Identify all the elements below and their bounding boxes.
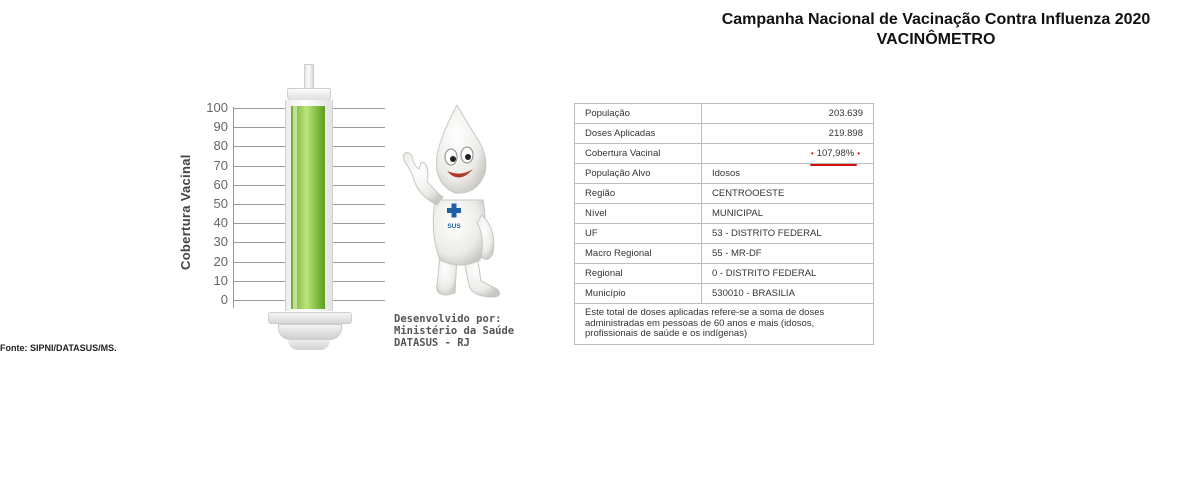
row-value: MUNICIPAL	[702, 204, 874, 224]
row-value: 55 - MR-DF	[702, 244, 874, 264]
table-row	[575, 124, 874, 144]
coverage-fill-shine	[293, 106, 297, 309]
gauge-axis-line	[233, 107, 234, 308]
coverage-value: 107,98%	[816, 148, 855, 159]
row-value: 53 - DISTRITO FEDERAL	[702, 224, 874, 244]
coverage-info-table	[574, 103, 874, 345]
row-value: Idosos	[702, 164, 874, 184]
row-value: 0 - DISTRITO FEDERAL	[702, 264, 874, 284]
row-label: Doses Aplicadas	[575, 124, 702, 144]
page-header	[676, 10, 1196, 50]
row-label: População Alvo	[575, 164, 702, 184]
coverage-underline	[810, 164, 857, 166]
syringe-hub	[278, 324, 342, 340]
table-row	[575, 244, 874, 264]
highlight-marker: •	[810, 149, 814, 158]
source-note: Fonte: SIPNI/DATASUS/MS.	[0, 343, 117, 353]
mascot-drop-illustration	[385, 105, 510, 300]
table-row	[575, 204, 874, 224]
gauge-tick-label: 20	[213, 253, 228, 269]
row-label: Cobertura Vacinal	[575, 144, 702, 164]
row-value: 203.639	[702, 104, 874, 124]
syringe-tip	[288, 340, 330, 350]
row-value: CENTROOESTE	[702, 184, 874, 204]
highlight-marker: •	[857, 149, 860, 158]
row-label: Município	[575, 284, 702, 304]
table-row	[575, 284, 874, 304]
gauge-tick-label: 100	[206, 100, 228, 115]
table-footnote: Este total de doses aplicadas refere-se a soma de doses administradas em pessoas de 60 anos e mais (idosos, profissionais de saúde e os indígenas)	[575, 304, 874, 345]
gauge-tick-label: 60	[213, 176, 228, 192]
coverage-cell	[702, 144, 874, 164]
gauge-axis-label: Cobertura Vacinal	[178, 154, 193, 270]
gauge-tick-label: 10	[213, 272, 228, 288]
page-subtitle: VACINÔMETRO	[876, 31, 996, 48]
row-label: Macro Regional	[575, 244, 702, 264]
table-row	[575, 184, 874, 204]
gauge-tick-label: 70	[213, 157, 228, 173]
credits-line-1: Desenvolvido por:	[394, 313, 502, 325]
row-label: Nível	[575, 204, 702, 224]
developer-credits	[394, 313, 514, 349]
gauge-tick-label: 30	[213, 234, 228, 250]
credits-line-3: DATASUS - RJ	[394, 337, 470, 349]
gauge-tick-label: 90	[213, 119, 228, 135]
gauge-tick-label: 80	[213, 138, 228, 154]
row-label: Região	[575, 184, 702, 204]
table-row	[575, 104, 874, 124]
page-title: Campanha Nacional de Vacinação Contra Influenza 2020	[721, 11, 1151, 28]
coverage-highlight	[808, 148, 863, 159]
gauge-tick-label: 0	[220, 292, 228, 307]
row-value: 530010 - BRASILIA	[702, 284, 874, 304]
table-row	[575, 264, 874, 284]
syringe-plunger	[304, 64, 314, 91]
table-row	[575, 144, 874, 164]
syringe-flange	[268, 312, 352, 324]
row-label: UF	[575, 224, 702, 244]
row-label: População	[575, 104, 702, 124]
table-row	[575, 224, 874, 244]
gauge-tick-label: 40	[213, 215, 228, 231]
row-label: Regional	[575, 264, 702, 284]
row-value: 219.898	[702, 124, 874, 144]
table-row	[575, 164, 874, 184]
gauge-tick-label: 50	[213, 196, 228, 211]
table-row	[575, 304, 874, 345]
credits-line-2: Ministério da Saúde	[394, 325, 515, 337]
sus-badge-text: SUS	[447, 223, 461, 230]
